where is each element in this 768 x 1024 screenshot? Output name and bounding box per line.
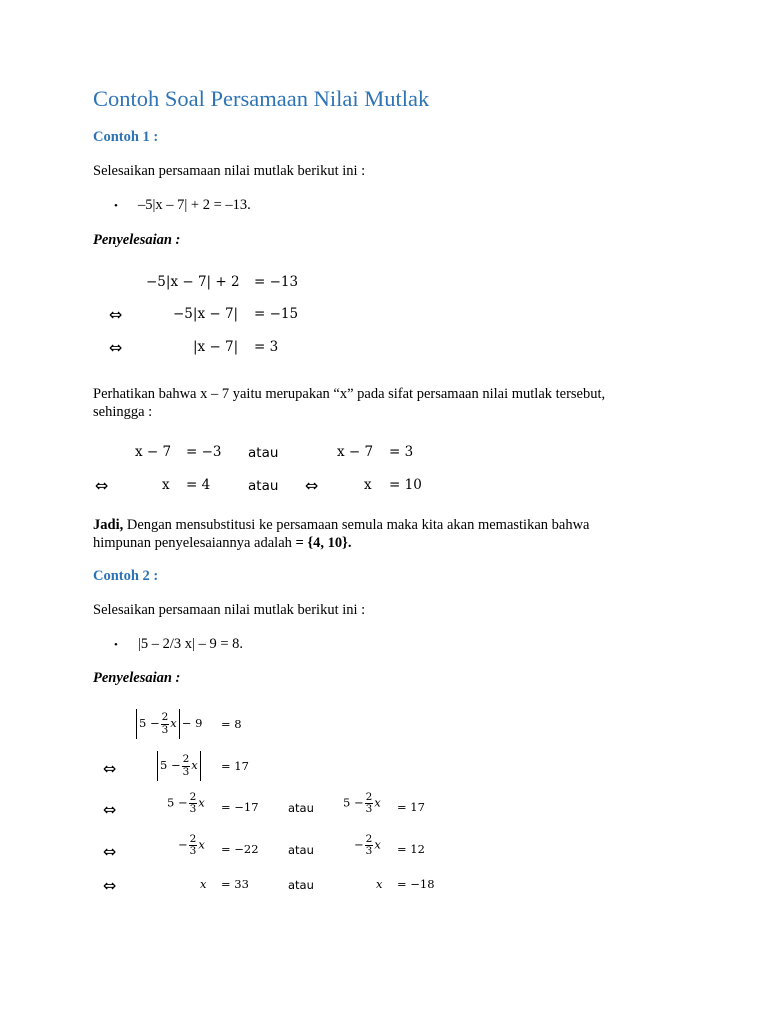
ex2-step-5-left-rhs: = 33 bbox=[221, 877, 249, 891]
page-title: Contoh Soal Persamaan Nilai Mutlak bbox=[93, 86, 430, 111]
ex2-step-3-left-rhs: = −17 bbox=[221, 800, 259, 814]
equivalence-icon: ⇔ bbox=[103, 800, 117, 819]
ex2-step-5-right-lhs: x bbox=[376, 877, 383, 891]
ex1-case-1-left-lhs: x − 7 bbox=[135, 444, 172, 460]
ex1-case-2-right-lhs: x bbox=[364, 477, 372, 493]
ex1-conclusion-line-2 bbox=[93, 535, 351, 552]
example-2-solution-label: Penyelesaian : bbox=[93, 670, 181, 686]
ex1-step-2-rhs: = −15 bbox=[254, 306, 299, 322]
example-2-problem: |5 – 2/3 x| – 9 = 8. bbox=[138, 636, 244, 652]
ex1-note-line-1: Perhatikan bahwa x – 7 yaitu merupakan “x” pada sifat persamaan nilai mutlak tersebut, bbox=[93, 386, 606, 402]
ex2-step-5-left-lhs: x bbox=[200, 877, 207, 891]
ex2-step-5-right-rhs: = −18 bbox=[397, 877, 435, 891]
ex2-step-4-left-rhs: = −22 bbox=[221, 842, 259, 856]
conclusion-answer: = {4, 10}. bbox=[295, 535, 352, 551]
ex1-case-2-left-rhs: = 4 bbox=[186, 477, 211, 493]
ex1-step-1-lhs: −5|x − 7| + 2 bbox=[146, 274, 240, 290]
ex1-conclusion-line-1 bbox=[93, 517, 590, 534]
bullet-icon: • bbox=[114, 200, 118, 212]
ex1-step-1-rhs: = −13 bbox=[254, 274, 299, 290]
example-1-heading: Contoh 1 : bbox=[93, 129, 159, 145]
example-1-problem: –5|x – 7| + 2 = –13. bbox=[138, 197, 251, 213]
example-2-heading: Contoh 2 : bbox=[93, 568, 159, 584]
equivalence-icon: ⇔ bbox=[109, 305, 123, 324]
ex2-step-2-rhs: = 17 bbox=[221, 759, 249, 773]
ex2-step-4-left-lhs: − $\frac{2}{3}$ x bbox=[178, 833, 205, 858]
example-2-instruction: Selesaikan persamaan nilai mutlak berikut ini : bbox=[93, 602, 366, 618]
ex1-step-3-lhs: |x − 7| bbox=[193, 339, 239, 355]
ex2-step-1-rhs: = 8 bbox=[221, 717, 242, 731]
ex2-step-4-atau: atau bbox=[288, 843, 314, 857]
ex2-step-1-lhs: 5 − $\frac{2}{3}$ x − 9 bbox=[134, 709, 202, 739]
example-1-solution-label: Penyelesaian : bbox=[93, 232, 181, 248]
ex2-step-4-right-lhs: − $\frac{2}{3}$ x bbox=[354, 833, 381, 858]
bullet-icon: • bbox=[114, 639, 118, 651]
ex1-case-1-right-rhs: = 3 bbox=[389, 444, 414, 460]
equivalence-icon: ⇔ bbox=[95, 476, 109, 495]
ex1-case-2-atau: atau bbox=[248, 478, 279, 494]
ex2-step-3-right-rhs: = 17 bbox=[397, 800, 425, 814]
conclusion-text: Dengan mensubstitusi ke persamaan semula maka kita akan memastikan bahwa bbox=[123, 517, 590, 533]
ex2-step-2-lhs: 5 − $\frac{2}{3}$ x bbox=[155, 751, 203, 781]
ex2-step-3-left-lhs: 5 − $\frac{2}{3}$ x bbox=[167, 791, 205, 816]
ex2-step-3-atau: atau bbox=[288, 801, 314, 815]
ex1-case-1-left-rhs: = −3 bbox=[186, 444, 222, 460]
ex1-case-2-left-lhs: x bbox=[162, 477, 170, 493]
ex1-case-1-right-lhs: x − 7 bbox=[337, 444, 374, 460]
conclusion-bold: Jadi, bbox=[93, 517, 124, 533]
equivalence-icon: ⇔ bbox=[103, 759, 117, 778]
equivalence-icon: ⇔ bbox=[109, 338, 123, 357]
ex1-step-2-lhs: −5|x − 7| bbox=[173, 306, 239, 322]
ex1-case-1-atau: atau bbox=[248, 445, 279, 461]
example-1-instruction: Selesaikan persamaan nilai mutlak berikut ini : bbox=[93, 163, 366, 179]
ex2-step-4-right-rhs: = 12 bbox=[397, 842, 425, 856]
ex2-step-3-right-lhs: 5 − $\frac{2}{3}$ x bbox=[343, 791, 381, 816]
ex1-note-line-2: sehingga : bbox=[93, 404, 153, 420]
ex1-step-3-rhs: = 3 bbox=[254, 339, 279, 355]
ex2-step-5-atau: atau bbox=[288, 878, 314, 892]
equivalence-icon: ⇔ bbox=[103, 842, 117, 861]
equivalence-icon: ⇔ bbox=[305, 476, 319, 495]
equivalence-icon: ⇔ bbox=[103, 876, 117, 895]
conclusion-text-2: himpunan penyelesaiannya adalah bbox=[93, 535, 296, 551]
ex1-case-2-right-rhs: = 10 bbox=[389, 477, 422, 493]
